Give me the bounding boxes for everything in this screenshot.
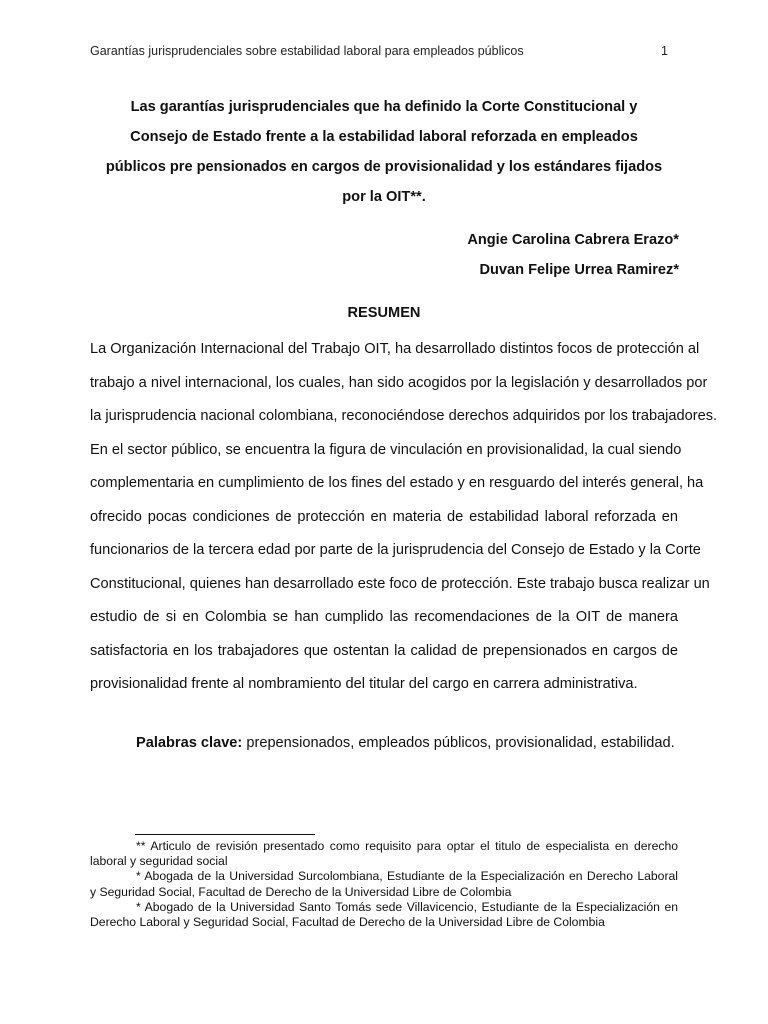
footnote-line: Derecho Laboral y Seguridad Social, Facultad de Derecho de la Universidad Libre de Colombia <box>90 915 605 930</box>
article-title-line: por la OIT**. <box>342 189 426 205</box>
abstract-line: complementaria en cumplimiento de los fines del estado y en resguardo del interés general, ha <box>90 475 704 491</box>
abstract-line: En el sector público, se encuentra la figura de vinculación en provisionalidad, la cual siendo <box>90 441 682 458</box>
footnote-line: * Abogada de la Universidad Surcolombiana, Estudiante de la Especialización en Derecho Laboral <box>136 869 678 884</box>
abstract-line: satisfactoria en los trabajadores que ostentan la calidad de prepensionados en cargos de <box>90 642 678 659</box>
footnote <box>90 900 678 930</box>
article-title-line: Consejo de Estado frente a la estabilidad laboral reforzada en empleados <box>130 129 638 145</box>
abstract-line: trabajo a nivel internacional, los cuales, han sido acogidos por la legislación y desarrollados por <box>90 374 708 391</box>
footnotes <box>90 839 678 930</box>
author-name: Duvan Felipe Urrea Ramirez* <box>479 262 679 278</box>
abstract-line: La Organización Internacional del Trabajo OIT, ha desarrollado distintos focos de protección al <box>90 341 700 357</box>
abstract-heading: RESUMEN <box>347 305 421 321</box>
author-name: Angie Carolina Cabrera Erazo* <box>467 232 679 248</box>
abstract-paragraph <box>90 333 718 702</box>
abstract-line: provisionalidad frente al nombramiento del titular del cargo en carrera administrativa. <box>90 676 638 692</box>
running-header-title: Garantías jurisprudenciales sobre estabilidad laboral para empleados públicos <box>90 44 524 58</box>
footnote-line: laboral y seguridad social <box>90 854 228 869</box>
page-number: 1 <box>661 44 668 58</box>
abstract-line: ofrecido pocas condiciones de protección en materia de estabilidad laboral reforzada en <box>90 508 678 525</box>
keywords-text: prepensionados, empleados públicos, provisionalidad, estabilidad. <box>242 735 675 751</box>
abstract-line: la jurisprudencia nacional colombiana, reconociéndose derechos adquiridos por los trabajadores. <box>90 408 718 424</box>
abstract-line: Constitucional, quienes han desarrollado este foco de protección. Este trabajo busca realizar un <box>90 575 710 592</box>
footnote-line: y Seguridad Social, Facultad de Derecho de la Universidad Libre de Colombia <box>90 884 512 899</box>
footnote <box>90 869 678 899</box>
footnote-separator <box>135 834 315 835</box>
footnote <box>90 839 678 869</box>
article-title <box>90 92 678 212</box>
footnote-line: * Abogado de la Universidad Santo Tomás sede Villavicencio, Estudiante de la Especialización en <box>136 899 678 914</box>
article-title-line: Las garantías jurisprudenciales que ha definido la Corte Constitucional y <box>130 99 638 115</box>
author-list <box>467 225 679 285</box>
keywords <box>136 728 686 758</box>
abstract-line: estudio de si en Colombia se han cumplido las recomendaciones de la OIT de manera <box>90 609 678 625</box>
abstract-line: funcionarios de la tercera edad por parte de la jurisprudencia del Consejo de Estado y la Corte <box>90 542 701 558</box>
article-title-line: públicos pre pensionados en cargos de provisionalidad y los estándares fijados <box>105 159 663 175</box>
footnote-line: ** Articulo de revisión presentado como requisito para optar el titulo de especialista en derecho <box>136 839 678 853</box>
keywords-label: Palabras clave: <box>136 735 243 751</box>
